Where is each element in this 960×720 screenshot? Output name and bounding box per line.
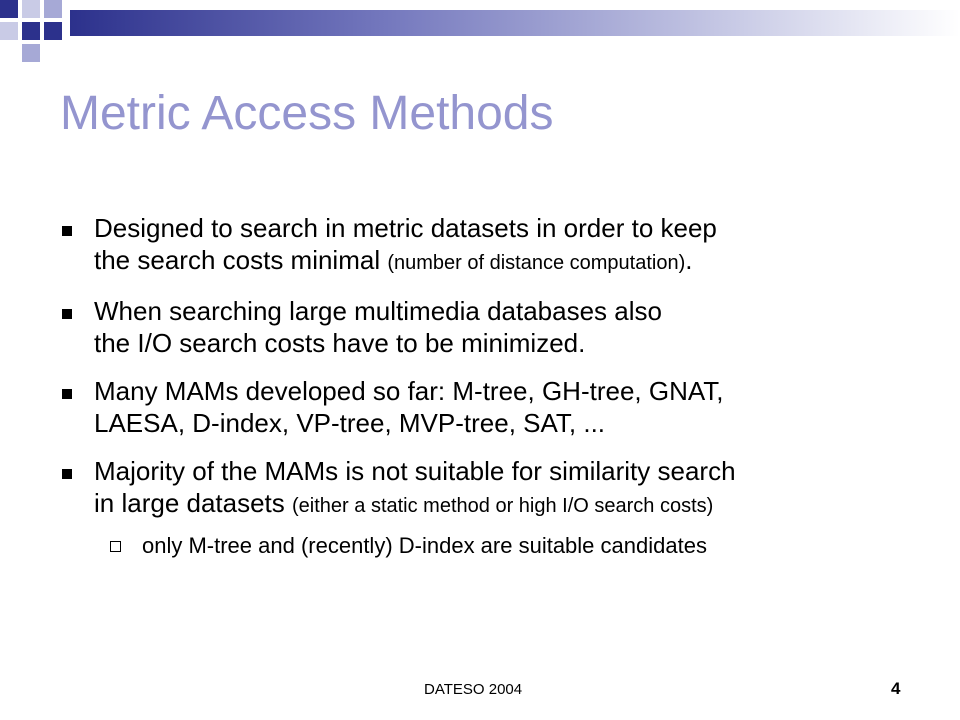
page-number: 4 [891, 679, 901, 698]
bullet-note: (either a static method or high I/O search costs) [292, 495, 714, 517]
bullet-item [62, 455, 922, 522]
bullet-text-line: the I/O search costs have to be minimized. [94, 328, 586, 358]
square-bullet-icon [62, 309, 72, 319]
bullet-list [62, 212, 922, 560]
bullet-text-line: LAESA, D-index, VP-tree, MVP-tree, SAT, ... [94, 408, 606, 438]
sub-bullet-text: only M-tree and (recently) D-index are suitable candidates [142, 533, 707, 558]
square-bullet-icon [62, 389, 72, 399]
bullet-text-line [94, 487, 922, 522]
decor-square-dark [44, 22, 62, 40]
slide-title: Metric Access Methods [60, 87, 554, 140]
decor-square-dark [22, 22, 40, 40]
footer-text: DATESO 2004 [424, 681, 523, 698]
decor-square-light [22, 44, 40, 62]
bullet-text-line: Many MAMs developed so far: M-tree, GH-tree, GNAT, [94, 376, 724, 406]
decor-square-light [44, 0, 62, 18]
square-bullet-icon [62, 469, 72, 479]
hollow-square-bullet-icon [110, 541, 121, 552]
bullet-text: the search costs minimal [94, 245, 388, 275]
bullet-text-line: Designed to search in metric datasets in order to keep [94, 213, 717, 243]
square-bullet-icon [62, 226, 72, 236]
bullet-note: (number of distance computation) [387, 252, 686, 274]
header-gradient-bar [70, 10, 960, 36]
bullet-text-line: When searching large multimedia databases also [94, 296, 662, 326]
bullet-item [62, 375, 922, 439]
decor-square-light [0, 22, 18, 40]
bullet-text: . [685, 245, 693, 275]
sub-bullet-item [62, 532, 922, 560]
bullet-text: in large datasets [94, 488, 293, 518]
bullet-item [62, 295, 922, 359]
decor-square-dark [0, 0, 18, 18]
bullet-item [62, 212, 922, 279]
decor-square-light [22, 0, 40, 18]
bullet-text-line [94, 244, 922, 279]
bullet-text-line: Majority of the MAMs is not suitable for similarity search [94, 456, 736, 486]
